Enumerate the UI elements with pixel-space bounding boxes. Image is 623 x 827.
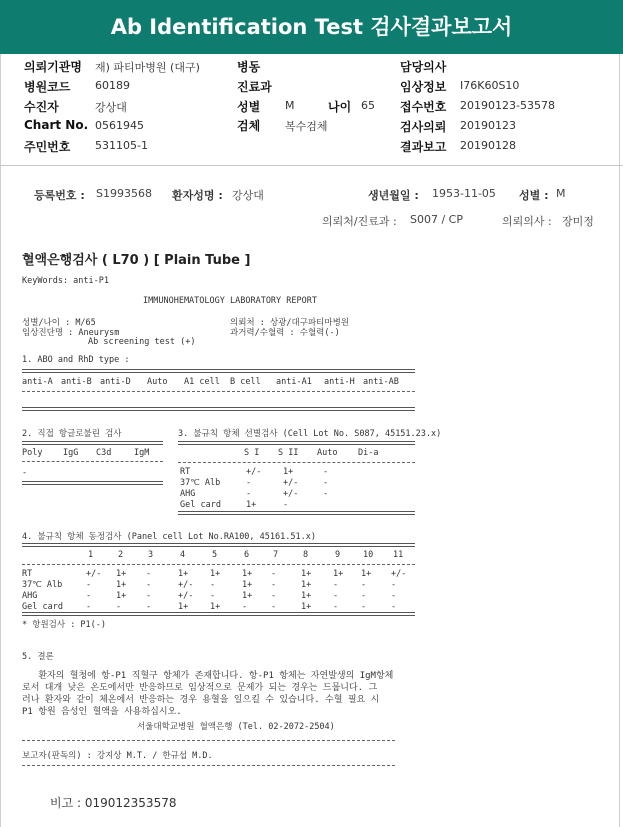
s2-rule-top	[22, 441, 163, 445]
name-value: 강상대	[232, 189, 264, 202]
s4-cell: 1+	[242, 591, 253, 601]
blood-bank: 서울대학교병원 혈액은행 (Tel. 02-2072-2504)	[137, 722, 335, 732]
diagnosis-2: Ab screening test (+)	[88, 337, 196, 347]
s3-row-label: Gel card	[180, 500, 221, 510]
s3-cell: 1+	[246, 500, 257, 510]
keywords: KeyWords: anti-P1	[22, 276, 109, 286]
request-label: 검사의뢰	[400, 120, 447, 134]
s4-cell: -	[361, 591, 367, 601]
conclusion-line: 러나 환자와 같이 체온에서 반응하는 경우 용혈을 일으킬 수 있습니다. 수혈 필요 시	[22, 695, 380, 705]
s3-cell: 1+	[283, 467, 294, 477]
reg-label: 등록번호 :	[34, 189, 85, 202]
s4-cell: -	[210, 580, 216, 590]
s4-cell: -	[271, 591, 277, 601]
sign-rule-top	[22, 740, 395, 741]
s1-col-header: anti-A1	[276, 377, 312, 387]
recipient-label: 수진자	[24, 100, 59, 114]
sex-label: 성별	[237, 100, 261, 114]
s1-col-header: B cell	[230, 377, 261, 387]
s2-col-header: IgG	[63, 448, 79, 458]
s4-cell: 1+	[301, 580, 312, 590]
chart-value: 0561945	[95, 119, 144, 132]
s4-cell: -	[86, 591, 92, 601]
ward-label: 병동	[237, 60, 261, 74]
sign-rule-bottom	[22, 765, 395, 766]
s1-rule-bottom	[22, 407, 415, 411]
s4-cell: +/-	[178, 591, 194, 601]
s4-cell: -	[86, 602, 92, 612]
dob-value: 1953-11-05	[432, 187, 496, 200]
s1-title: 1. ABO and RhD type :	[22, 355, 130, 365]
report-label: 결과보고	[400, 140, 447, 154]
report-value: 20190128	[460, 139, 516, 152]
reg-value: S1993568	[96, 187, 152, 200]
s2-col-header: IgM	[134, 448, 150, 458]
receipt-label: 접수번호	[400, 100, 447, 114]
s4-rule-top	[22, 543, 415, 547]
s3-cell: -	[246, 489, 252, 499]
specimen-label: 검체	[237, 119, 261, 133]
age-label: 나이	[328, 100, 352, 114]
s4-cell: -	[242, 602, 248, 612]
clinical-label: 임상정보	[400, 80, 447, 94]
s4-cell: 1+	[301, 591, 312, 601]
conclusion-line: 로서 대개 낮은 온도에서만 반응하므로 임상적으로 문제가 되는 경우는 드뭅니다. 그	[22, 683, 378, 693]
s3-cell: -	[323, 489, 329, 499]
pdept-value: S007 / CP	[410, 213, 463, 226]
header-info	[0, 54, 623, 162]
s4-rule-bottom	[22, 612, 415, 616]
s4-cell: -	[271, 580, 277, 590]
psex-value: M	[556, 187, 566, 200]
s4-col-header: 9	[335, 550, 341, 560]
s4-col-header: 10	[363, 550, 374, 560]
s4-cell: -	[146, 591, 152, 601]
s1-col-header: anti-D	[100, 377, 131, 387]
s3-cell: -	[323, 467, 329, 477]
dob-label: 생년월일 :	[368, 189, 419, 202]
s3-title: 3. 불규칙 항체 선별검사 (Cell Lot No. S087, 45151.23.x)	[178, 429, 442, 439]
clinical-value: I76K60S10	[460, 79, 520, 92]
s4-cell: -	[271, 602, 277, 612]
s4-cell: -	[391, 602, 397, 612]
s1-col-header: anti-A	[22, 377, 53, 387]
s1-rule-top	[22, 369, 415, 373]
s4-cell: -	[146, 569, 152, 579]
s4-cell: -	[333, 580, 339, 590]
s5-title: 5. 결론	[22, 652, 54, 662]
s4-col-header: 3	[148, 550, 154, 560]
remark: 비고 : 019012353578	[50, 796, 177, 810]
s3-row-label: RT	[180, 467, 191, 477]
s1-col-header: anti-AB	[363, 377, 399, 387]
s4-cell: -	[391, 580, 397, 590]
report-banner: Ab Identification Test 검사결과보고서	[0, 0, 623, 54]
pdept-label: 의뢰처/진료과 :	[322, 215, 397, 228]
specimen-value: 복수검체	[285, 120, 328, 133]
receipt-value: 20190123-53578	[460, 99, 555, 112]
s4-cell: 1+	[210, 569, 221, 579]
s4-col-header: 2	[118, 550, 124, 560]
origin: 의뢰처 : 상광/대구파티마병원	[230, 318, 350, 328]
s2-rule-mid	[22, 461, 163, 462]
sex-value: M	[285, 99, 295, 112]
s4-cell: -	[361, 580, 367, 590]
s4-cell: 1+	[301, 569, 312, 579]
s4-cell: -	[271, 569, 277, 579]
conclusion-line: P1 항원 음성인 혈액을 사용하십시오.	[22, 707, 182, 717]
s4-cell: 1+	[116, 569, 127, 579]
s4-cell: -	[86, 580, 92, 590]
doctor-label: 담당의사	[400, 60, 447, 74]
s1-rule-mid	[22, 391, 415, 392]
resident-value: 531105-1	[95, 139, 148, 152]
s3-col-header: Auto	[317, 448, 338, 458]
report-title: 혈액은행검사 ( L70 ) [ Plain Tube ]	[22, 253, 251, 268]
s4-col-header: 6	[244, 550, 250, 560]
s4-cell: +/-	[178, 580, 194, 590]
recipient-value: 강상대	[95, 101, 127, 114]
s4-cell: +/-	[391, 569, 407, 579]
s3-cell: -	[246, 478, 252, 488]
conclusion-line: 환자의 혈청에 항-P1 직혈구 항체가 존재합니다. 항-P1 항체는 자연발생의 IgM항체	[22, 671, 394, 681]
s4-col-header: 7	[273, 550, 279, 560]
header-divider	[0, 165, 623, 166]
pdoc-value: 장미정	[562, 215, 594, 228]
s4-row-label: 37℃ Alb	[22, 580, 63, 590]
s4-cell: -	[333, 602, 339, 612]
s4-col-header: 5	[212, 550, 218, 560]
hcode-label: 병원코드	[24, 80, 71, 94]
s3-col-header: S I	[244, 448, 260, 458]
s4-cell: -	[210, 591, 216, 601]
s1-col-header: anti-H	[324, 377, 355, 387]
s4-row-label: Gel card	[22, 602, 63, 612]
s4-cell: 1+	[178, 569, 189, 579]
s3-cell: -	[323, 478, 329, 488]
s1-col-header: Auto	[147, 377, 168, 387]
s4-cell: 1+	[361, 569, 372, 579]
reporter: 보고자(판독의) : 강지상 M.T. / 한규섭 M.D.	[22, 751, 213, 761]
s3-col-header: S II	[278, 448, 299, 458]
diagnosis: 임상진단명 : Aneurysm	[22, 328, 120, 338]
s3-cell: +/-	[246, 467, 262, 477]
s4-row-label: AHG	[22, 591, 38, 601]
s4-col-header: 1	[88, 550, 94, 560]
history: 과거력/수혈력 : 수혈력(-)	[230, 328, 340, 338]
hospital-value: 재) 파티마병원 (대구)	[95, 61, 200, 74]
s2-col-header: Poly	[22, 448, 43, 458]
s4-cell: 1+	[116, 591, 127, 601]
s4-cell: -	[146, 580, 152, 590]
s3-row-label: AHG	[180, 489, 196, 499]
s3-col-header: Di-a	[358, 448, 379, 458]
s4-cell: 1+	[301, 602, 312, 612]
s4-cell: -	[391, 591, 397, 601]
request-value: 20190123	[460, 119, 516, 132]
s3-cell: +/-	[283, 489, 299, 499]
s3-cell: -	[283, 500, 289, 510]
s4-cell: -	[361, 602, 367, 612]
chart-label: Chart No.	[24, 118, 89, 132]
s4-cell: -	[146, 602, 152, 612]
s1-col-header: anti-B	[61, 377, 92, 387]
age-value: 65	[361, 99, 375, 112]
s4-cell: 1+	[333, 569, 344, 579]
s2-title: 2. 직접 항글로불린 검사	[22, 429, 122, 439]
s3-rule-mid	[178, 462, 415, 463]
s4-row-label: RT	[22, 569, 33, 579]
s4-cell: 1+	[210, 602, 221, 612]
s4-cell: -	[116, 602, 122, 612]
dept-label: 진료과	[237, 80, 272, 94]
s4-title: 4. 불규칙 항체 동정검사 (Panel cell Lot No.RA100, 45161.51.x)	[22, 532, 316, 542]
hospital-label: 의뢰기관명	[24, 60, 82, 74]
hcode-value: 60189	[95, 79, 130, 92]
s4-col-header: 4	[180, 550, 186, 560]
lab-title: IMMUNOHEMATOLOGY LABORATORY REPORT	[143, 296, 317, 306]
antigen-test: * 항원검사 : P1(-)	[22, 620, 107, 630]
s1-col-header: A1 cell	[184, 377, 220, 387]
sexage: 성별/나이 : M/65	[22, 318, 96, 328]
s4-cell: 1+	[178, 602, 189, 612]
name-label: 환자성명 :	[172, 189, 223, 202]
s4-col-header: 11	[393, 550, 404, 560]
s3-rule-top	[178, 441, 415, 445]
s2-cell: -	[22, 468, 28, 478]
s4-cell: 1+	[242, 580, 253, 590]
s3-rule-bottom	[178, 511, 415, 515]
pdoc-label: 의뢰의사 :	[502, 215, 552, 228]
s3-row-label: 37℃ Alb	[180, 478, 221, 488]
s4-rule-mid	[22, 564, 415, 565]
s4-cell: 1+	[242, 569, 253, 579]
s4-col-header: 8	[303, 550, 309, 560]
psex-label: 성별 :	[519, 189, 549, 202]
s2-col-header: C3d	[96, 448, 112, 458]
s3-cell: +/-	[283, 478, 299, 488]
s4-cell: 1+	[116, 580, 127, 590]
s4-cell: -	[333, 591, 339, 601]
resident-label: 주민번호	[24, 140, 71, 154]
s4-cell: +/-	[86, 569, 102, 579]
s2-rule-bottom	[22, 481, 163, 485]
